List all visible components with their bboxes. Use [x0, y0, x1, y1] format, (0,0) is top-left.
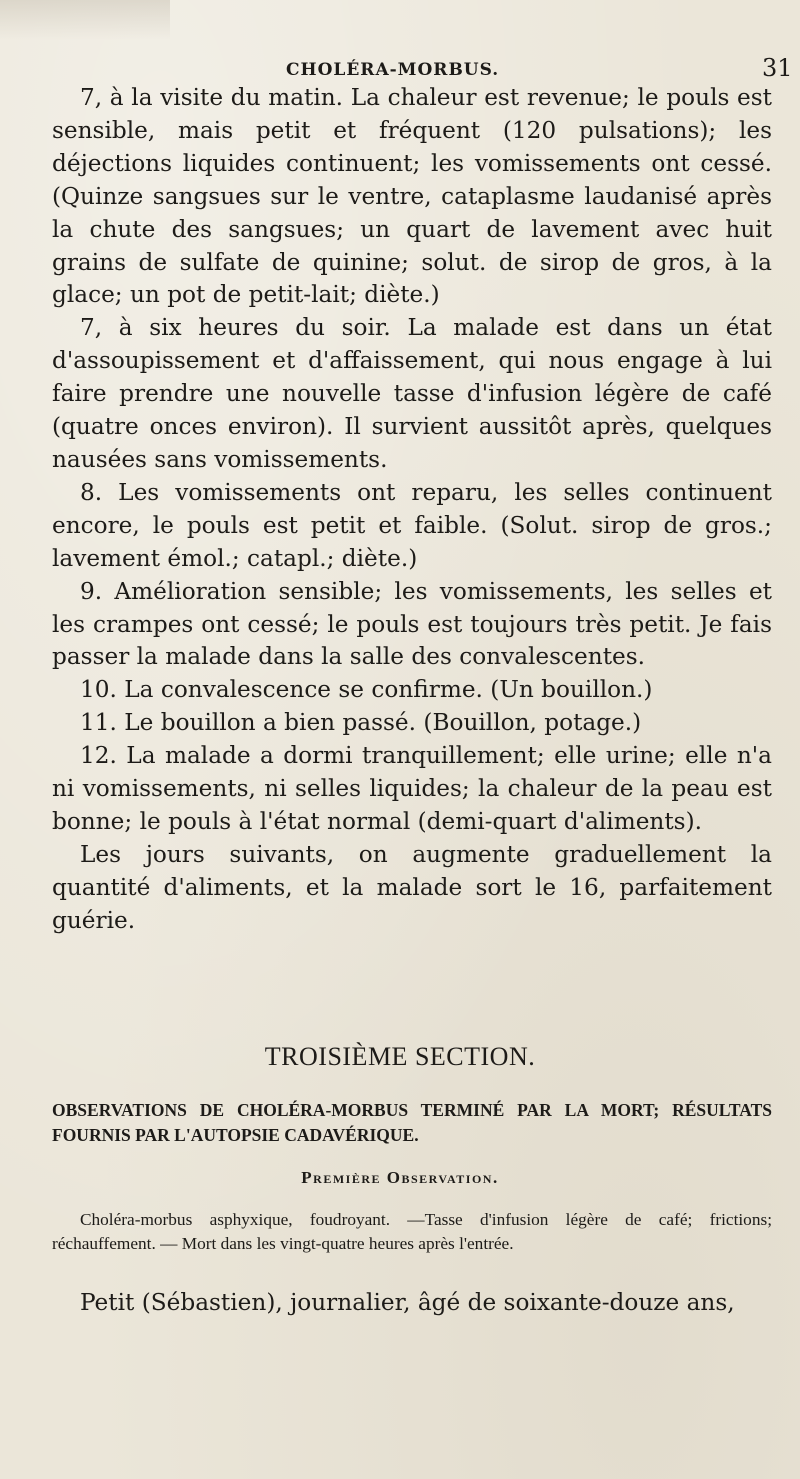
paragraph: 7, à la visite du matin. La chaleur est revenue; le pouls est sensible, mais petit et fréquent (120 pulsations); les déjections liquides continuent; les vomissements ont cessé. (Quinze sangsues sur le ventre, cataplasme laudanisé après la chute des sangsues; un quart de lavement avec huit grains de sulfate de quinine; solut. de sirop de gros, à la glace; un pot de petit-lait; diète.): [52, 84, 772, 309]
observation-heading: Première Observation.: [301, 1168, 499, 1187]
running-title: CHOLÉRA-MORBUS.: [286, 60, 500, 80]
section-subtitle: OBSERVATIONS DE CHOLÉRA-MORBUS TERMINÉ PAR LA MORT; RÉSULTATS FOURNIS PAR L'AUTOPSIE CADAVÉRIQUE.: [52, 1100, 772, 1145]
observation-summary: Choléra-morbus asphyxique, foudroyant. —Tasse d'infusion légère de café; frictions; réchauffement. — Mort dans les vingt-quatre heures après l'entrée.: [52, 1210, 772, 1253]
paragraph: 10. La convalescence se confirme. (Un bouillon.): [80, 676, 653, 704]
page-number: 31: [762, 54, 793, 82]
paragraph: 11. Le bouillon a bien passé. (Bouillon, potage.): [80, 709, 642, 737]
paragraph: Les jours suivants, on augmente graduellement la quantité d'aliments, et la malade sort le 16, parfaitement guérie.: [52, 840, 772, 934]
observation-first-line: Petit (Sébastien), journalier, âgé de soixante-douze ans,: [80, 1289, 735, 1316]
paragraph: 8. Les vomissements ont reparu, les selles continuent encore, le pouls est petit et faible. (Solut. sirop de gros.; lavement émol.; catapl.; diète.): [52, 478, 772, 572]
running-header: [0, 54, 800, 84]
paragraph: 9. Amélioration sensible; les vomissements, les selles et les crampes ont cessé; le pouls est toujours très petit. Je fais passer la malade dans la salle des convalescentes.: [52, 577, 772, 671]
body-text: [52, 82, 772, 938]
section-heading: TROISIÈME SECTION.: [264, 1042, 536, 1071]
paragraph: 12. La malade a dormi tranquillement; elle urine; elle n'a ni vomissements, ni selles liquides; la chaleur de la peau est bonne; le pouls à l'état normal (demi-quart d'aliments).: [52, 742, 772, 835]
paper-stain: [0, 0, 170, 40]
paragraph: 7, à six heures du soir. La malade est dans un état d'assoupissement et d'affaissement, qui nous engage à lui faire prendre une nouvelle tasse d'infusion légère de café (quatre onces environ). Il survient aussitôt après, quelques nausées sans vomissements.: [52, 314, 772, 473]
